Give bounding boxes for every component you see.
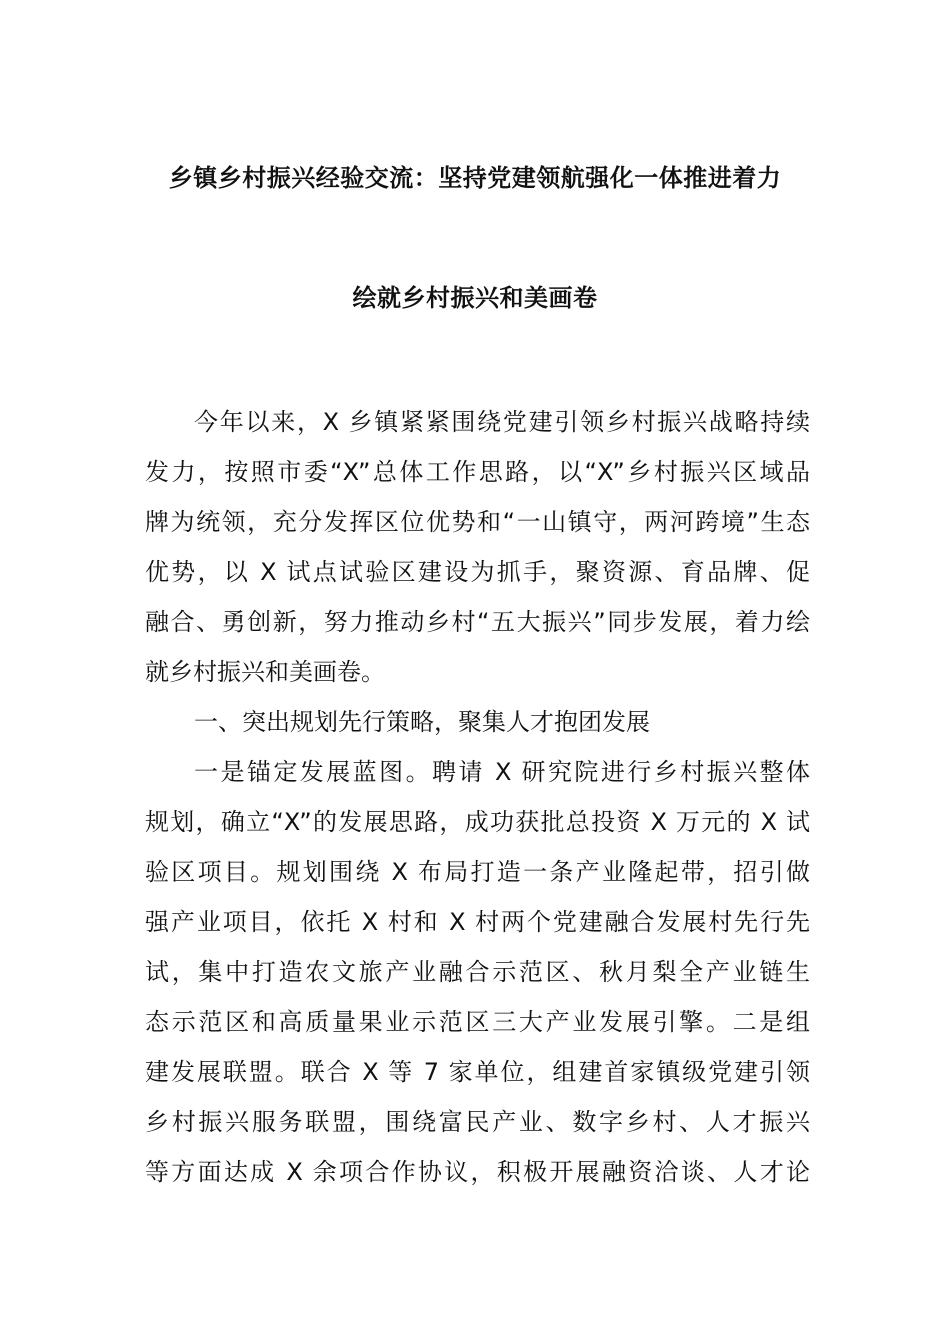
paragraph-line: 一是锚定发展蓝图。聘请 X 研究院进行乡村振兴整体 [194, 758, 810, 786]
paragraph-line: 态示范区和高质量果业示范区三大产业发展引擎。二是组 [145, 1008, 810, 1036]
paragraph-line: 今年以来，X 乡镇紧紧围绕党建引领乡村振兴战略持续 [194, 408, 810, 436]
paragraph-line: 试，集中打造农文旅产业融合示范区、秋月梨全产业链生 [145, 958, 810, 986]
paragraph-line: 发力，按照市委“X”总体工作思路，以“X”乡村振兴区域品 [145, 458, 810, 486]
paragraph-line: 乡村振兴服务联盟，围绕富民产业、数字乡村、人才振兴 [145, 1108, 810, 1136]
paragraph-line: 规划，确立“X”的发展思路，成功获批总投资 X 万元的 X 试 [145, 808, 810, 836]
section-heading: 一、突出规划先行策略，聚集人才抱团发展 [194, 708, 650, 736]
paragraph-line: 融合、勇创新，努力推动乡村“五大振兴”同步发展，着力绘 [145, 608, 810, 636]
document-title-line-2: 绘就乡村振兴和美画卷 [352, 284, 598, 312]
paragraph-line: 建发展联盟。联合 X 等 7 家单位，组建首家镇级党建引领 [145, 1058, 810, 1086]
paragraph-line: 验区项目。规划围绕 X 布局打造一条产业隆起带，招引做 [145, 858, 810, 886]
document-title-line-1: 乡镇乡村振兴经验交流：坚持党建领航强化一体推进着力 [168, 164, 782, 192]
paragraph-line: 优势，以 X 试点试验区建设为抓手，聚资源、育品牌、促 [145, 558, 810, 586]
document-body [145, 397, 810, 1197]
paragraph-line: 就乡村振兴和美画卷。 [145, 658, 385, 686]
paragraph-line: 牌为统领，充分发挥区位优势和“一山镇守，两河跨境”生态 [145, 508, 810, 536]
paragraph-line: 等方面达成 X 余项合作协议，积极开展融资洽谈、人才论 [145, 1158, 810, 1186]
paragraph-line: 强产业项目，依托 X 村和 X 村两个党建融合发展村先行先 [145, 908, 810, 936]
